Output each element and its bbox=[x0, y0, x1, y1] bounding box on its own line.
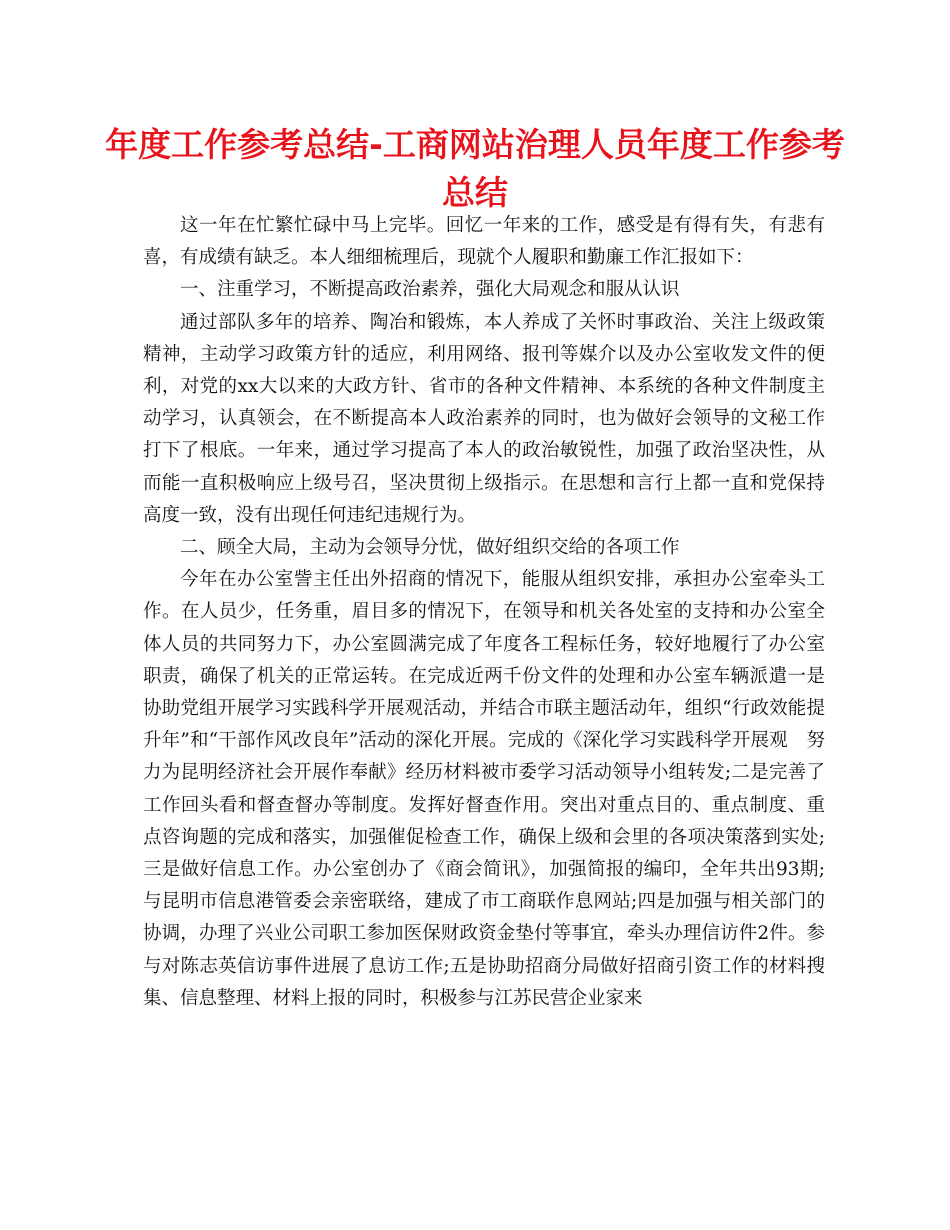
paragraph-section-2: 今年在办公室訾主任出外招商的情况下，能服从组织安排，承担办公室牵头工作。在人员少，任务重，眉目多的情况下，在领导和机关各处室的支持和办公室全体人员的共同努力下，办公室圆满完成了年度各工程标任务，较好地履行了办公室职责，确保了机关的正常运转。在完成近两千份文件的处理和办公室车辆派遣一是协助党组开展学习实践科学开展观活动，并结合市联主题活动年，组织“行政效能提升年”和“干部作风改良年”活动的深化开展。完成的《深化学习实践科学开展观 努力为昆明经济社会开展作奉献》经历材料被市委学习活动领导小组转发;二是完善了工作回头看和督查督办等制度。发挥好督查作用。突出对重点目的、重点制度、重点咨询题的完成和落实，加强催促检查工作，确保上级和会里的各项决策落到实处;三是做好信息工作。办公室创办了《商会简讯》，加强简报的编印，全年共出93期;与昆明市信息港管委会亲密联络，建成了市工商联作息网站;四是加强与相关部门的协调，办理了兴业公司职工参加医保财政资金垫付等事宜，牵头办理信访件2件。参与对陈志英信访事件进展了息访工作;五是协助招商分局做好招商引资工作的材料搜集、信息整理、材料上报的同时，积极参与江苏民营企业家来 bbox=[143, 569, 825, 1009]
section-heading-2: 二、顾全大局，主动为会领导分忧，做好组织交给的各项工作 bbox=[180, 537, 680, 559]
section-heading-1: 一、注重学习，不断提高政治素养，强化大局观念和服从认识 bbox=[180, 279, 680, 301]
document-body bbox=[143, 210, 825, 1015]
paragraph-intro: 这一年在忙繁忙碌中马上完毕。回忆一年来的工作，感受是有得有失，有悲有喜，有成绩有缺乏。本人细细梳理后，现就个人履职和勤廉工作汇报如下： bbox=[143, 215, 825, 269]
paragraph-section-1: 通过部队多年的培养、陶冶和锻炼，本人养成了关怀时事政治、关注上级政策精神，主动学习政策方针的适应，利用网络、报刊等媒介以及办公室收发文件的便利，对党的xx大以来的大政方针、省市的各种文件精神、本系统的各种文件制度主动学习，认真领会，在不断提高本人政治素养的同时，也为做好会领导的文秘工作打下了根底。一年来，通过学习提高了本人的政治敏锐性，加强了政治坚决性，从而能一直积极响应上级号召，坚决贯彻上级指示。在思想和言行上都一直和党保持高度一致，没有出现任何违纪违规行为。 bbox=[143, 311, 825, 526]
document-title: 年度工作参考总结-工商网站治理人员年度工作参考总结 bbox=[105, 125, 845, 212]
